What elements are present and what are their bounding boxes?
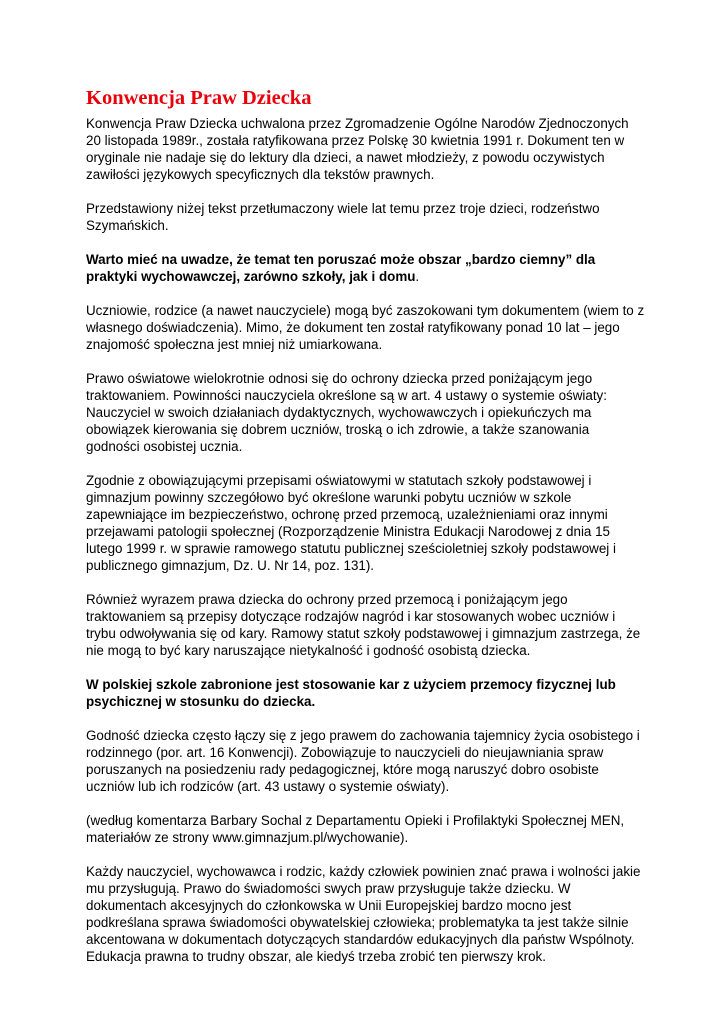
warning-end-period: .	[415, 269, 420, 284]
paragraph-privacy: Godność dziecka często łączy się z jego prawem do zachowania tajemnicy życia osobistego i rodzinnego (por. art. 16 Konwencji). Zobowiązuje to nauczycieli do nieujawniania spraw poruszanych na posiedzeniu rady pedagogicznej, które mogą naruszyć dobro osobiste uczniów lub ich rodziców (art. 43 ustawy o systemie oświaty).	[86, 728, 640, 794]
paragraph-source-note: (według komentarza Barbary Sochal z Departamentu Opieki i Profilaktyki Społecznej MEN, materiałów ze strony www.gimnazjum.pl/wychowanie).	[86, 813, 625, 845]
paragraph-school-statutes: Zgodnie z obowiązującymi przepisami oświatowymi w statutach szkoły podstawowej i gimnazjum powinny szczegółowo być określone warunki pobytu uczniów w szkole zapewniające im bezpieczeństwo, ochronę przed przemocą, uzależnieniami oraz innymi przejawami patologii społecznej (Rozporządzenie Ministra Edukacji Narodowej z dnia 15 lutego 1999 r. w sprawie ramowego statutu publicznej sześcioletniej szkoły podstawowej i publicznego gimnazjum, Dz. U. Nr 14, poz. 131).	[86, 473, 616, 573]
paragraph-audience: Uczniowie, rodzice (a nawet nauczyciele) mogą być zaszokowani tym dokumentem (wiem to z własnego doświadczenia). Mimo, że dokument ten został ratyfikowany ponad 10 lat – jego znajomość społeczna jest mniej niż umiarkowana.	[86, 303, 645, 352]
warning-bold-text: Warto mieć na uwadze, że temat ten poruszać może obszar „bardzo ciemny” dla praktyki wychowawczej, zarówno szkoły, jak i domu	[86, 252, 596, 284]
document-page	[86, 86, 646, 982]
paragraph-translation-note: Przedstawiony niżej tekst przetłumaczony wiele lat temu przez troje dzieci, rodzeństwo Szymańskich.	[86, 201, 600, 233]
paragraph-prohibition: W polskiej szkole zabronione jest stosowanie kar z użyciem przemocy fizycznej lub psychicznej w stosunku do dziecka.	[86, 677, 616, 709]
paragraph-intro: Konwencja Praw Dziecka uchwalona przez Zgromadzenie Ogólne Narodów Zjednoczonych 20 listopada 1989r., została ratyfikowana przez Polskę 30 kwietnia 1991 r. Dokument ten w oryginale nie nadaje się do lektury dla dzieci, a nawet młodzieży, z powodu oczywistych zawiłości językowych specyficznych dla tekstów prawnych.	[86, 116, 629, 182]
document-title: Konwencja Praw Dziecka	[86, 87, 312, 109]
paragraph-warning	[86, 251, 646, 285]
paragraph-rewards-punishments: Również wyrazem prawa dziecka do ochrony przed przemocą i poniżającym jego traktowaniem są przepisy dotyczące rodzajów nagród i kar stosowanych wobec uczniów i trybu odwoływania się od kary. Ramowy statut szkoły podstawowej i gimnazjum zastrzega, że nie mogą to być kary naruszające nietykalność i godność osobistą dziecka.	[86, 592, 641, 658]
paragraph-education-law: Prawo oświatowe wielokrotnie odnosi się do ochrony dziecka przed poniżającym jego traktowaniem. Powinności nauczyciela określone są w art. 4 ustawy o systemie oświaty: Nauczyciel w swoich działaniach dydaktycznych, wychowawczych i opiekuńczych ma obowiązek kierowania się dobrem uczniów, troską o ich zdrowie, a także szanowania godności osobistej ucznia.	[86, 371, 607, 454]
paragraph-conclusion: Każdy nauczyciel, wychowawca i rodzic, każdy człowiek powinien znać prawa i wolności jakie mu przysługują. Prawo do świadomości swych praw przysługuje także dziecku. W dokumentach akcesyjnych do członkowska w Unii Europejskiej bardzo mocno jest podkreślana sprawa świadomości obywatelskiej człowieka; problematyka ta jest także silnie akcentowana w dokumentach dotyczących standardów edukacyjnych dla państw Wspólnoty. Edukacja prawna to trudny obszar, ale kiedyś trzeba zrobić ten pierwszy krok.	[86, 864, 641, 964]
